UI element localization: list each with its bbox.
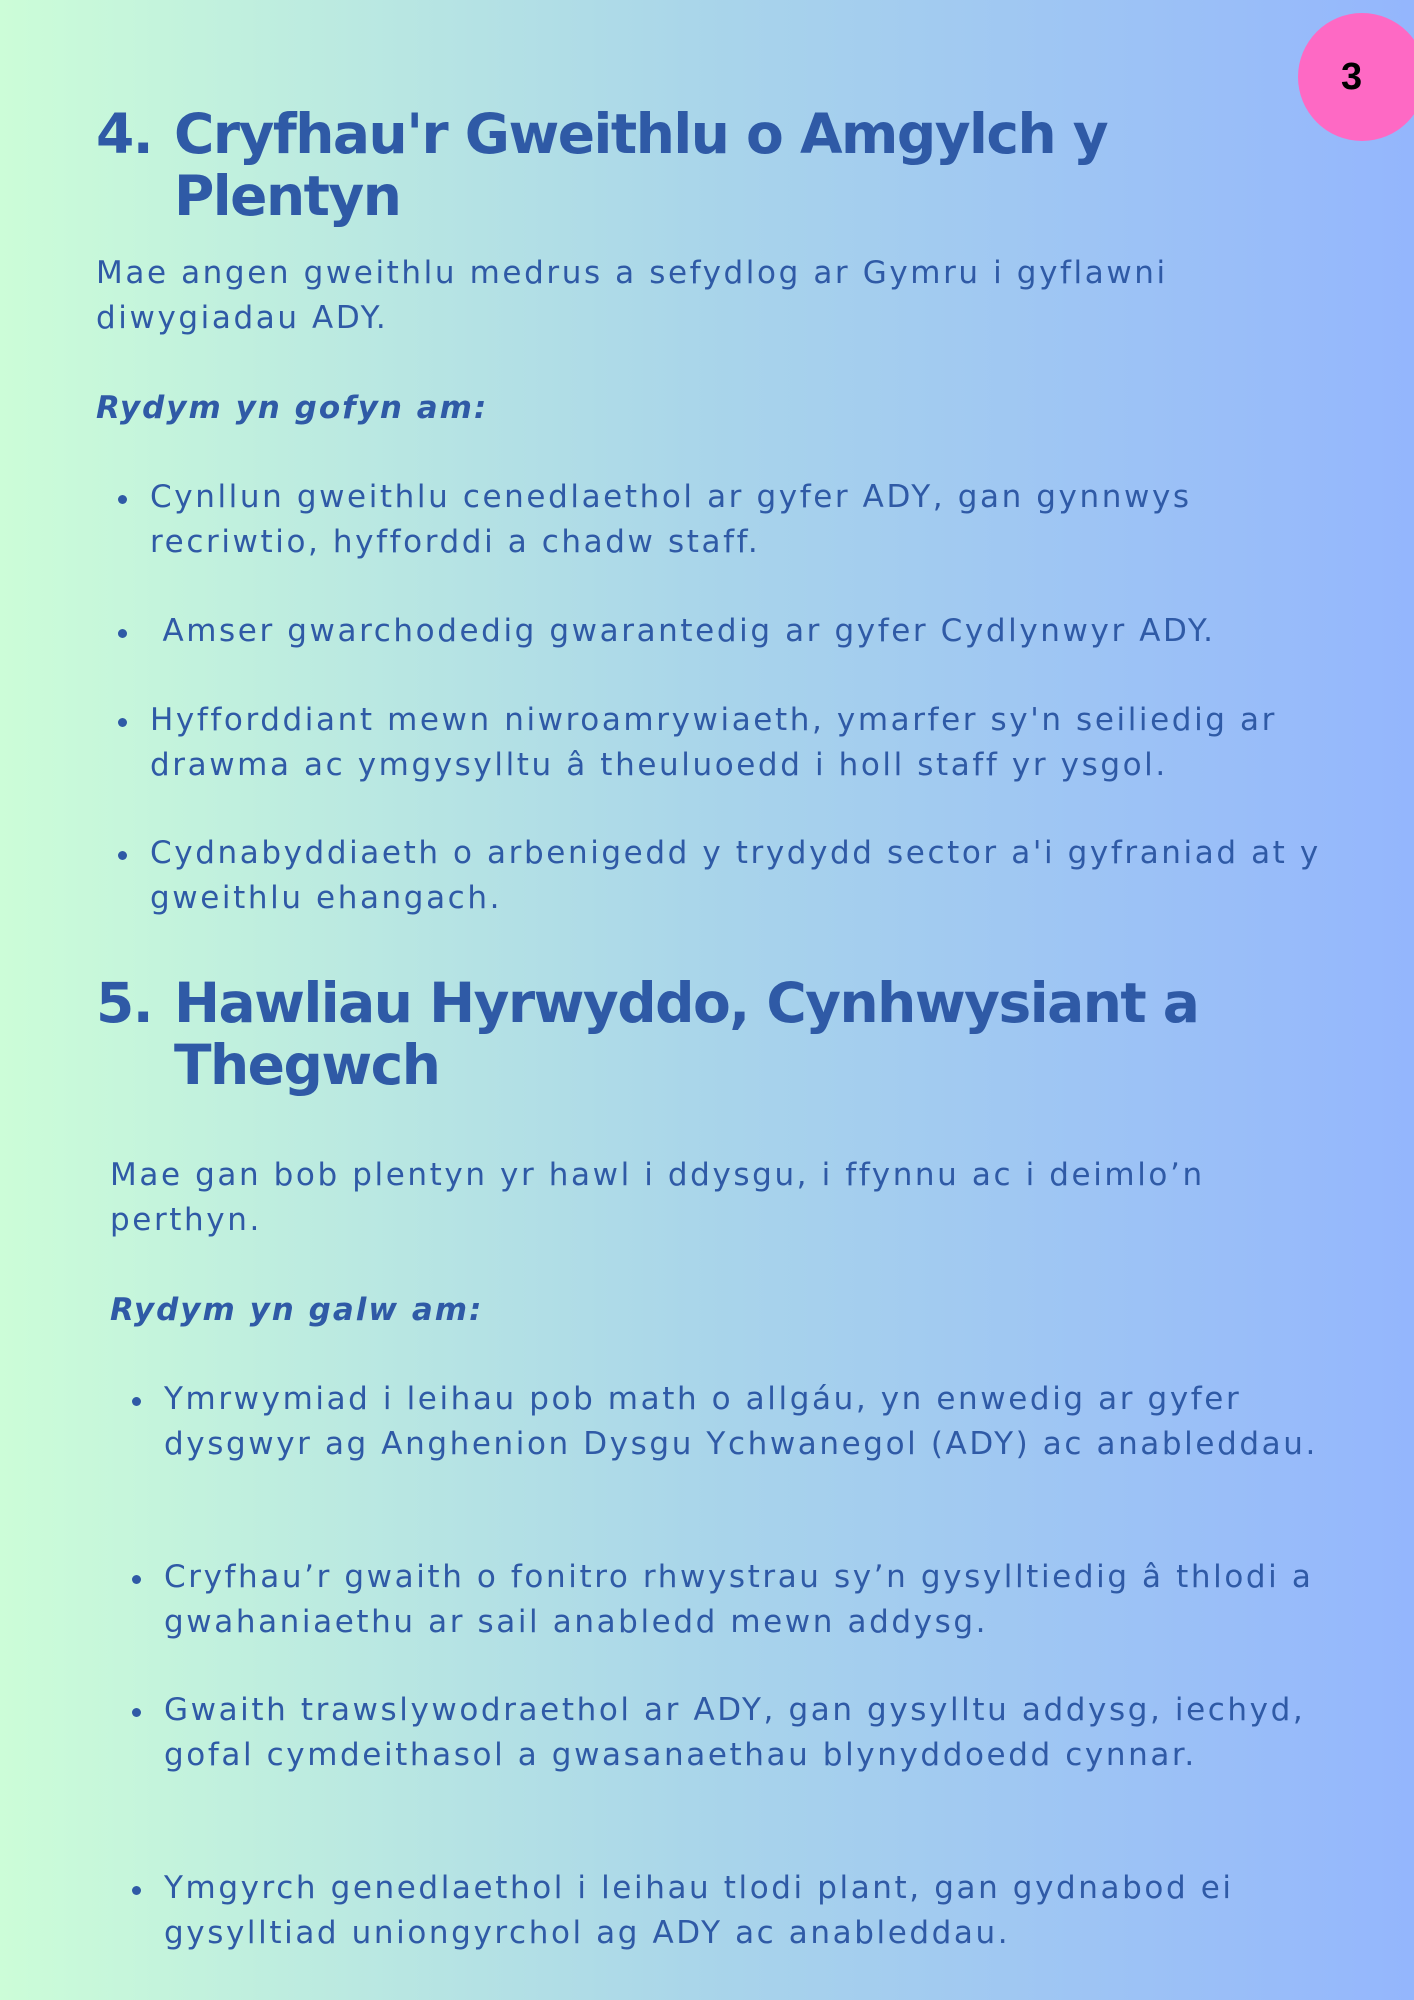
section-5-subheading: Rydym yn galw am: — [110, 1292, 484, 1328]
list-item-text: Hyfforddiant mewn niwroamrywiaeth, ymarfer sy'n seiliedig ar drawma ac ymgysylltu â theuluoedd i holl staff yr ysgol. — [150, 702, 1277, 783]
list-item-text: Cydnabyddiaeth o arbenigedd y trydydd sector a'i gyfraniad at y gweithlu ehangach. — [150, 835, 1321, 916]
bullet-dot — [118, 851, 127, 860]
list-item-text: Cynllun gweithlu cenedlaethol ar gyfer ADY, gan gynnwys recriwtio, hyfforddi a chadw staff. — [150, 479, 1192, 560]
list-item-text: Gwaith trawslywodraethol ar ADY, gan gysylltu addysg, iechyd, gofal cymdeithasol a gwasanaethau blynyddoedd cynnar. — [164, 1692, 1306, 1773]
list-item-text: Amser gwarchodedig gwarantedig ar gyfer Cydlynwyr ADY. — [150, 613, 1216, 649]
list-item — [132, 1866, 1344, 1956]
section-4-number: 4. — [96, 102, 153, 166]
section-4-list — [118, 475, 1338, 925]
list-item-text: Ymrwymiad i leihau pob math o allgáu, yn enwedig ar gyfer dysgwyr ag Anghenion Dysgu Ychwanegol (ADY) ac anableddau. — [164, 1381, 1318, 1462]
section-4-heading — [96, 103, 1184, 227]
section-4-subheading: Rydym yn gofyn am: — [96, 390, 489, 426]
list-item — [118, 831, 1330, 921]
list-item-text: Cryfhau’r gwaith o fonitro rhwystrau sy’n gysylltiedig â thlodi a gwahaniaethu ar sail anabledd mewn addysg. — [164, 1559, 1314, 1640]
bullet-dot — [132, 1397, 141, 1406]
section-4-intro: Mae angen gweithlu medrus a sefydlog ar Gymru i gyflawni diwygiadau ADY. — [96, 255, 1168, 336]
section-5-list — [132, 1377, 1372, 1977]
list-item — [118, 698, 1330, 788]
section-5-heading — [96, 972, 1304, 1096]
list-item — [132, 1377, 1344, 1467]
list-item-text: Ymgyrch genedlaethol i leihau tlodi plant, gan gydnabod ei gysylltiad uniongyrchol ag ADY ac anableddau. — [164, 1870, 1234, 1951]
list-item — [118, 475, 1330, 565]
section-5-title: Hawliau Hyrwyddo, Cynhwysiant a Thegwch — [174, 971, 1199, 1097]
list-item — [118, 609, 1330, 654]
bullet-dot — [132, 1708, 141, 1717]
bullet-dot — [118, 718, 127, 727]
page-number: 3 — [1341, 55, 1363, 98]
section-5-number: 5. — [96, 971, 153, 1035]
section-4-title: Cryfhau'r Gweithlu o Amgylch y Plentyn — [174, 102, 1108, 228]
bullet-dot — [118, 629, 127, 638]
bullet-dot — [132, 1886, 141, 1895]
bullet-dot — [118, 495, 127, 504]
bullet-dot — [132, 1575, 141, 1584]
list-item — [132, 1555, 1364, 1645]
page-number-badge — [1298, 13, 1414, 141]
section-5-intro: Mae gan bob plentyn yr hawl i ddysgu, i ffynnu ac i deimlo’n perthyn. — [110, 1157, 1205, 1238]
list-item — [132, 1688, 1344, 1778]
